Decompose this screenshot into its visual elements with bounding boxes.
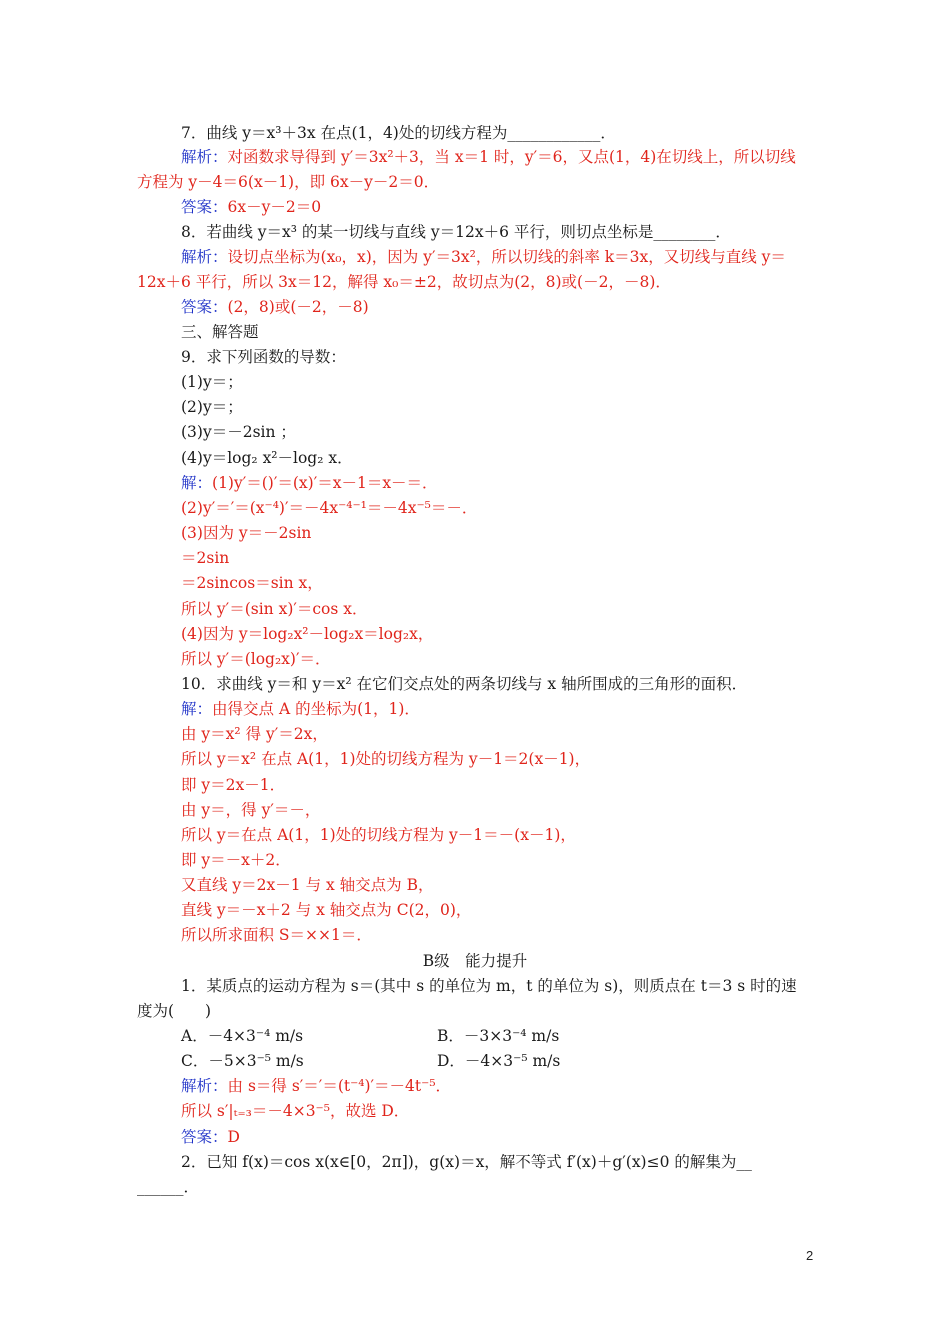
line-text: 所以 y′＝(log₂x)′＝． bbox=[181, 650, 331, 668]
text-line bbox=[181, 370, 950, 394]
text-line bbox=[181, 697, 950, 721]
text-line bbox=[181, 546, 950, 570]
text-line bbox=[181, 848, 950, 872]
line-text: 对函数求导得到 y′＝3x²＋3，当 x＝1 时，y′＝6，又点(1，4)在切线上，所以切线 bbox=[227, 148, 796, 166]
line-text: 由 y＝，得 y′＝－， bbox=[181, 801, 321, 819]
text-line bbox=[181, 823, 950, 847]
line-text: 所以 y′＝(sin x)′＝cos x． bbox=[181, 600, 368, 618]
text-line bbox=[181, 974, 950, 998]
line-text: (3)y＝－2sin ； bbox=[181, 423, 296, 441]
text-line bbox=[137, 1175, 950, 1199]
line-text: 所以 y＝x² 在点 A(1，1)处的切线方程为 y－1＝2(x－1)， bbox=[181, 750, 591, 768]
line-text: (2，8)或(－2，－8) bbox=[227, 298, 369, 316]
text-line bbox=[181, 521, 950, 545]
line-text: 度为( ) bbox=[137, 1002, 212, 1020]
line-text: 三、解答题 bbox=[181, 323, 259, 341]
line-text: (3)因为 y＝－2sin bbox=[181, 524, 312, 542]
text-line bbox=[181, 220, 950, 244]
line-text: (4)y＝log₂ x²－log₂ x． bbox=[181, 449, 353, 467]
line-text: B．－3×3⁻⁴ m/s bbox=[437, 1027, 560, 1045]
line-text: 即 y＝－x＋2． bbox=[181, 851, 291, 869]
text-line bbox=[181, 1074, 950, 1098]
text-line bbox=[181, 295, 950, 319]
line-label: 答案： bbox=[181, 198, 228, 216]
text-line bbox=[181, 747, 950, 771]
line-text: B级 能力提升 bbox=[422, 952, 528, 970]
line-text: 10．求曲线 y＝和 y＝x² 在它们交点处的两条切线与 x 轴所围成的三角形的面积． bbox=[181, 675, 748, 693]
line-text: (2)y′＝′＝(x⁻⁴)′＝－4x⁻⁴⁻¹＝－4x⁻⁵＝－． bbox=[181, 499, 478, 517]
text-line bbox=[181, 245, 950, 269]
text-line bbox=[181, 597, 950, 621]
line-text: ＝2sin bbox=[181, 549, 230, 567]
text-line bbox=[181, 773, 950, 797]
text-line bbox=[181, 722, 950, 746]
line-text: 方程为 y－4＝6(x－1)，即 6x－y－2＝0． bbox=[137, 173, 440, 191]
line-text: 2．已知 f(x)＝cos x(x∈[0，2π])，g(x)＝x，解不等式 f′(x)＋g′(x)≤0 的解集为__ bbox=[181, 1153, 752, 1171]
line-text: (2)y＝； bbox=[181, 398, 243, 416]
text-line bbox=[0, 949, 950, 973]
line-text: 12x＋6 平行，所以 3x＝12，解得 x₀＝±2，故切点为(2，8)或(－2，－8)． bbox=[137, 273, 671, 291]
line-text: 由 s＝得 s′＝′＝(t⁻⁴)′＝－4t⁻⁵． bbox=[227, 1077, 452, 1095]
text-line bbox=[181, 647, 950, 671]
line-text: 8．若曲线 y＝x³ 的某一切线与直线 y＝12x＋6 平行，则切点坐标是________． bbox=[181, 223, 731, 241]
text-line bbox=[437, 1024, 950, 1048]
text-line bbox=[181, 1150, 950, 1174]
text-line bbox=[181, 145, 950, 169]
line-text: 由 y＝x² 得 y′＝2x， bbox=[181, 725, 328, 743]
text-line bbox=[137, 270, 950, 294]
line-text: 9．求下列函数的导数： bbox=[181, 348, 346, 366]
text-line bbox=[437, 1049, 950, 1073]
text-line bbox=[181, 395, 950, 419]
line-label: 解： bbox=[181, 700, 213, 718]
line-label: 解析： bbox=[181, 148, 228, 166]
line-text: 6x－y－2＝0 bbox=[227, 198, 322, 216]
text-line bbox=[181, 195, 950, 219]
line-text: (1)y＝； bbox=[181, 373, 243, 391]
line-text: (4)因为 y＝log₂x²－log₂x＝log₂x， bbox=[181, 625, 434, 643]
text-line bbox=[181, 672, 950, 696]
text-line bbox=[181, 898, 950, 922]
line-text: (1)y′＝()′＝(x)′＝x－1＝x－＝． bbox=[212, 474, 438, 492]
line-label: 解析： bbox=[181, 248, 228, 266]
line-text: ______． bbox=[137, 1178, 200, 1196]
line-text: C．－5×3⁻⁵ m/s bbox=[181, 1052, 304, 1070]
line-label: 答案： bbox=[181, 298, 228, 316]
line-text: 所以所求面积 S＝××1＝． bbox=[181, 926, 372, 944]
line-text: D bbox=[227, 1128, 240, 1146]
text-line bbox=[181, 320, 950, 344]
line-text: 1．某质点的运动方程为 s＝(其中 s 的单位为 m，t 的单位为 s)，则质点在 t＝3 s 时的速 bbox=[181, 977, 797, 995]
line-text: 所以 s′|ₜ₌₃＝－4×3⁻⁵，故选 D． bbox=[181, 1102, 410, 1120]
text-line bbox=[181, 923, 950, 947]
text-line bbox=[181, 496, 950, 520]
page-number: 2 bbox=[806, 1248, 814, 1263]
text-line bbox=[137, 999, 950, 1023]
line-text: 7．曲线 y＝x³＋3x 在点(1，4)处的切线方程为____________． bbox=[181, 124, 616, 142]
line-text: 又直线 y＝2x－1 与 x 轴交点为 B， bbox=[181, 876, 434, 894]
text-line bbox=[181, 1125, 950, 1149]
line-text: D．－4×3⁻⁵ m/s bbox=[437, 1052, 561, 1070]
text-line bbox=[181, 471, 950, 495]
line-text: 设切点坐标为(x₀，x)，因为 y′＝3x²，所以切线的斜率 k＝3x，又切线与直线 y＝ bbox=[227, 248, 786, 266]
line-text: ＝2sincos＝sin x， bbox=[181, 574, 323, 592]
line-text: 所以 y＝在点 A(1，1)处的切线方程为 y－1＝－(x－1)， bbox=[181, 826, 576, 844]
line-label: 解析： bbox=[181, 1077, 228, 1095]
text-line bbox=[181, 873, 950, 897]
line-label: 答案： bbox=[181, 1128, 228, 1146]
line-label: 解： bbox=[181, 474, 213, 492]
text-line bbox=[181, 571, 950, 595]
text-line bbox=[181, 446, 950, 470]
line-text: 由得交点 A 的坐标为(1，1)． bbox=[212, 700, 420, 718]
text-line bbox=[181, 345, 950, 369]
text-line bbox=[137, 170, 950, 194]
line-text: A．－4×3⁻⁴ m/s bbox=[181, 1027, 304, 1045]
text-line bbox=[181, 121, 950, 145]
text-line bbox=[181, 798, 950, 822]
line-text: 即 y＝2x－1． bbox=[181, 776, 286, 794]
line-text: 直线 y＝－x＋2 与 x 轴交点为 C(2，0)， bbox=[181, 901, 472, 919]
text-line bbox=[181, 420, 950, 444]
text-line bbox=[181, 1099, 950, 1123]
text-line bbox=[181, 622, 950, 646]
